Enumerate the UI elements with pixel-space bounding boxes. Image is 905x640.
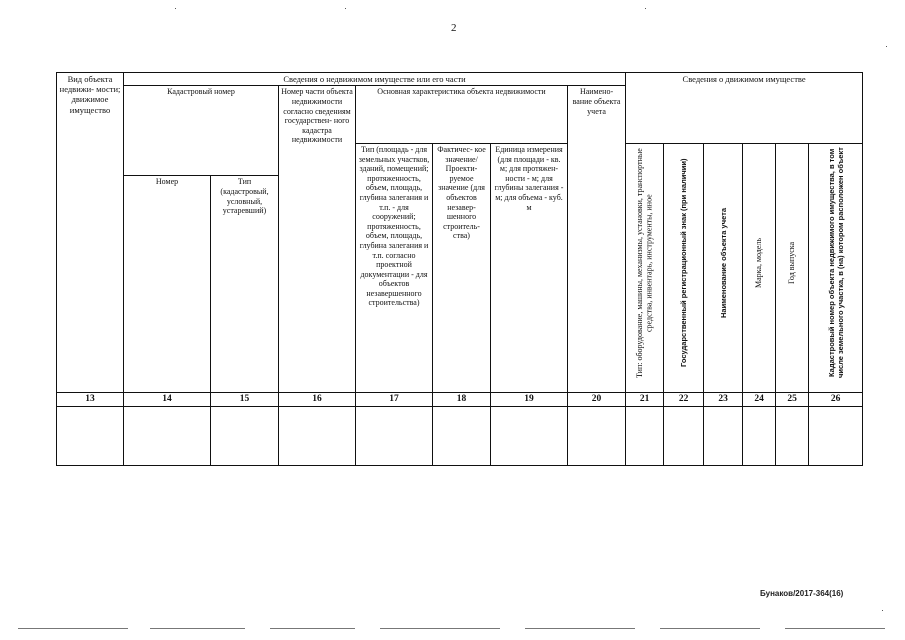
header-cadastral-number: Номер [124,176,211,392]
column-number: 18 [433,392,491,407]
header-cadastral-location [809,143,863,392]
header-char-value: Фактичес- кое значение/ Проекти- руемое значение (для объектов незавер- шенного строитель- ства) [433,143,491,392]
scan-speck [886,46,887,47]
column-number: 14 [124,392,211,407]
empty-cell [743,407,776,466]
empty-cell [356,407,433,466]
header-main-characteristic: Основная характеристика объекта недвижимости [356,86,568,144]
scan-edge-line [18,628,128,629]
scan-speck [645,8,646,9]
header-char-type: Тип (площадь - для земельных участков, зданий, помещений; протяженность, объем, площадь, глубина залегания и т.п. - для сооружений; протяженность, объем, площадь, глубина залегания и т.п. согласно проектной документации - для объектов незавершенного строительства) [356,143,433,392]
scan-edge-line [525,628,635,629]
empty-cell [124,407,211,466]
empty-cell [433,407,491,466]
header-part-number: Номер части объекта недвижимости согласно сведениям государствен- ного кадастра недвижимости [279,86,356,392]
header-object-name: Наимено- вание объекта учета [568,86,626,392]
header-brand-model-text: Марка, модель [754,237,764,289]
header-brand-model [743,143,776,392]
empty-cell [211,407,279,466]
column-number: 15 [211,392,279,407]
scan-edge-line [150,628,245,629]
empty-cell [568,407,626,466]
header-movable-name-text: Наименование объекта учета [718,207,728,318]
column-number: 19 [491,392,568,407]
header-cadastral-type: Тип (кадастровый, условный, устаревший) [211,176,279,392]
table-row [57,407,863,466]
empty-cell [704,407,743,466]
header-cadastral-number-group: Кадастровый номер [124,86,279,176]
column-number: 20 [568,392,626,407]
header-object-kind: Вид объекта недвижи- мости; движимое имущество [57,73,124,393]
column-number: 22 [664,392,704,407]
document-code: Бунаков/2017-364(16) [760,589,844,598]
empty-cell [626,407,664,466]
scan-edge-line [380,628,500,629]
empty-cell [664,407,704,466]
empty-cell [776,407,809,466]
column-number: 16 [279,392,356,407]
header-movable-type [626,143,664,392]
header-cadastral-location-text: Кадастровый номер объекта недвижимого имущества, в том числе земельного участка, в (на) котором расположен объект [826,147,845,379]
scan-edge-line [660,628,760,629]
empty-cell [279,407,356,466]
header-registration-sign-text: Государственный регистрационный знак (при наличии) [679,158,689,368]
column-number: 21 [626,392,664,407]
empty-cell [809,407,863,466]
column-number: 25 [776,392,809,407]
scan-speck [345,8,346,9]
scan-edge-line [785,628,885,629]
header-release-year [776,143,809,392]
page-number: 2 [451,22,457,34]
header-realty-group: Сведения о недвижимом имуществе или его части [124,73,626,86]
empty-cell [491,407,568,466]
header-movable-group: Сведения о движимом имуществе [626,73,863,144]
empty-cell [57,407,124,466]
column-number: 13 [57,392,124,407]
header-char-unit: Единица измерения (для площади - кв. м; для протяжен- ности - м; для глубины залегания - м; для объема - куб. м [491,143,568,392]
column-number: 23 [704,392,743,407]
column-number: 24 [743,392,776,407]
column-number: 26 [809,392,863,407]
header-movable-name [704,143,743,392]
scan-edge-line [270,628,355,629]
header-registration-sign [664,143,704,392]
scan-speck [882,610,883,611]
header-movable-type-text: Тип: оборудование, машины, механизмы, установки, транспортные средства, инвентарь, инструменты, иное [634,148,654,378]
column-number: 17 [356,392,433,407]
header-release-year-text: Год выпуска [787,241,797,284]
property-register-table [56,72,863,466]
scan-speck [175,8,176,9]
